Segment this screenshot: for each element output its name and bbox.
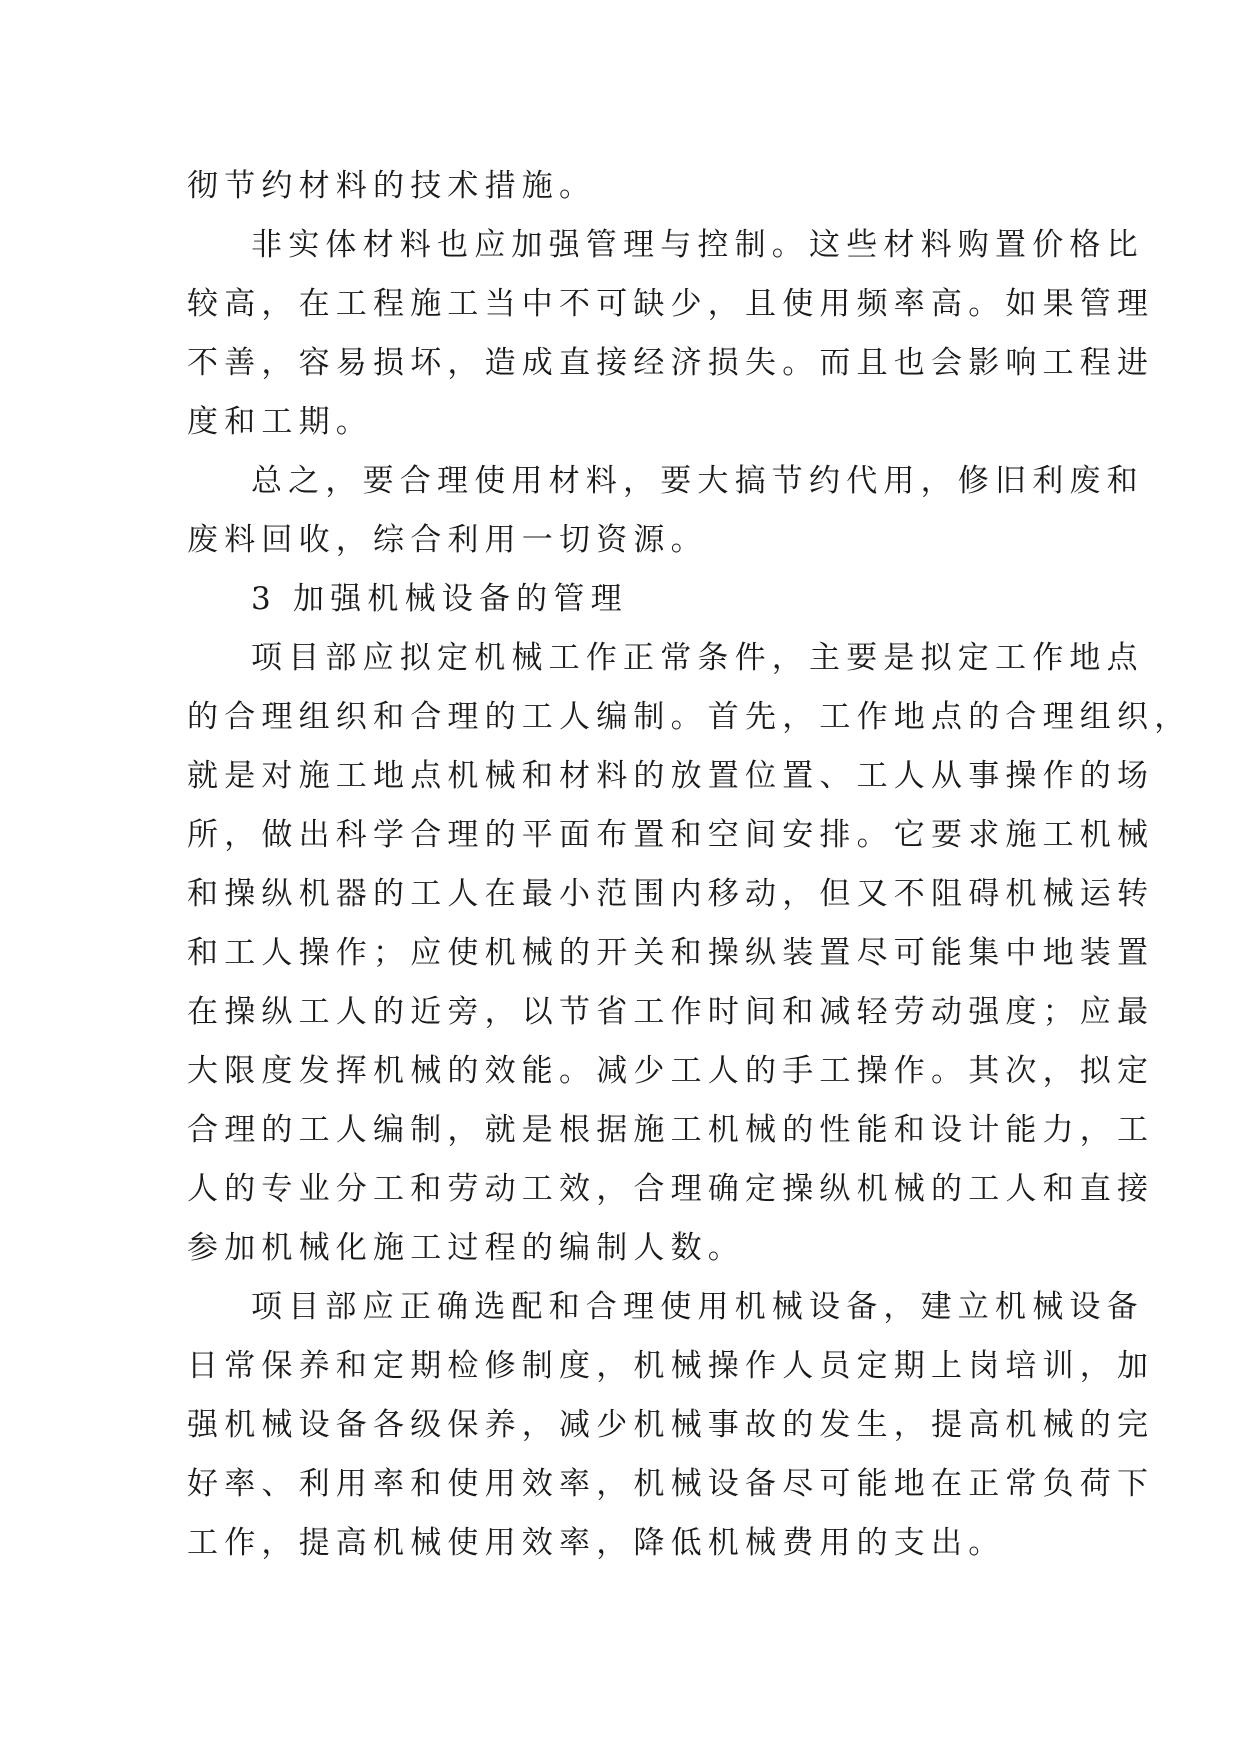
paragraph-line: 在操纵工人的近旁，以节省工作时间和减轻劳动强度；应最 [187,994,1155,1030]
paragraph-line: 废料回收，综合利用一切资源。 [187,522,708,558]
paragraph-line: 好率、利用率和使用效率，机械设备尽可能地在正常负荷下 [187,1466,1155,1502]
paragraph-line: 合理的工人编制，就是根据施工机械的性能和设计能力，工 [187,1112,1155,1148]
paragraph-line: 人的专业分工和劳动工效，合理确定操纵机械的工人和直接 [187,1171,1155,1207]
paragraph-line: 项目部应正确选配和合理使用机械设备，建立机械设备 [251,1289,1144,1325]
paragraph-line: 日常保养和定期检修制度，机械操作人员定期上岗培训，加 [187,1348,1155,1384]
paragraph-line: 彻节约材料的技术措施。 [187,168,597,204]
paragraph-line: 大限度发挥机械的效能。减少工人的手工操作。其次，拟定 [187,1053,1155,1089]
paragraph-line: 项目部应拟定机械工作正常条件，主要是拟定工作地点 [251,640,1144,676]
paragraph-line: 度和工期。 [187,404,373,440]
paragraph-line: 强机械设备各级保养，减少机械事故的发生，提高机械的完 [187,1407,1155,1443]
paragraph-line: 的合理组织和合理的工人编制。首先，工作地点的合理组织， [187,699,1192,735]
paragraph-line: 就是对施工地点机械和材料的放置位置、工人从事操作的场 [187,758,1155,794]
paragraph-line: 工作，提高机械使用效率，降低机械费用的支出。 [187,1525,1006,1561]
paragraph-line: 和工人操作；应使机械的开关和操纵装置尽可能集中地装置 [187,935,1155,971]
section-heading: 3 加强机械设备的管理 [251,581,628,617]
body-text [187,157,1192,1573]
paragraph-line: 较高，在工程施工当中不可缺少，且使用频率高。如果管理 [187,286,1155,322]
paragraph-line: 不善，容易损坏，造成直接经济损失。而且也会影响工程进 [187,345,1155,381]
paragraph-line: 参加机械化施工过程的编制人数。 [187,1230,745,1266]
paragraph-line: 和操纵机器的工人在最小范围内移动，但又不阻碍机械运转 [187,876,1155,912]
paragraph-line: 所，做出科学合理的平面布置和空间安排。它要求施工机械 [187,817,1155,853]
paragraph-line: 非实体材料也应加强管理与控制。这些材料购置价格比 [251,227,1144,263]
paragraph-line: 总之，要合理使用材料，要大搞节约代用，修旧利废和 [251,463,1144,499]
